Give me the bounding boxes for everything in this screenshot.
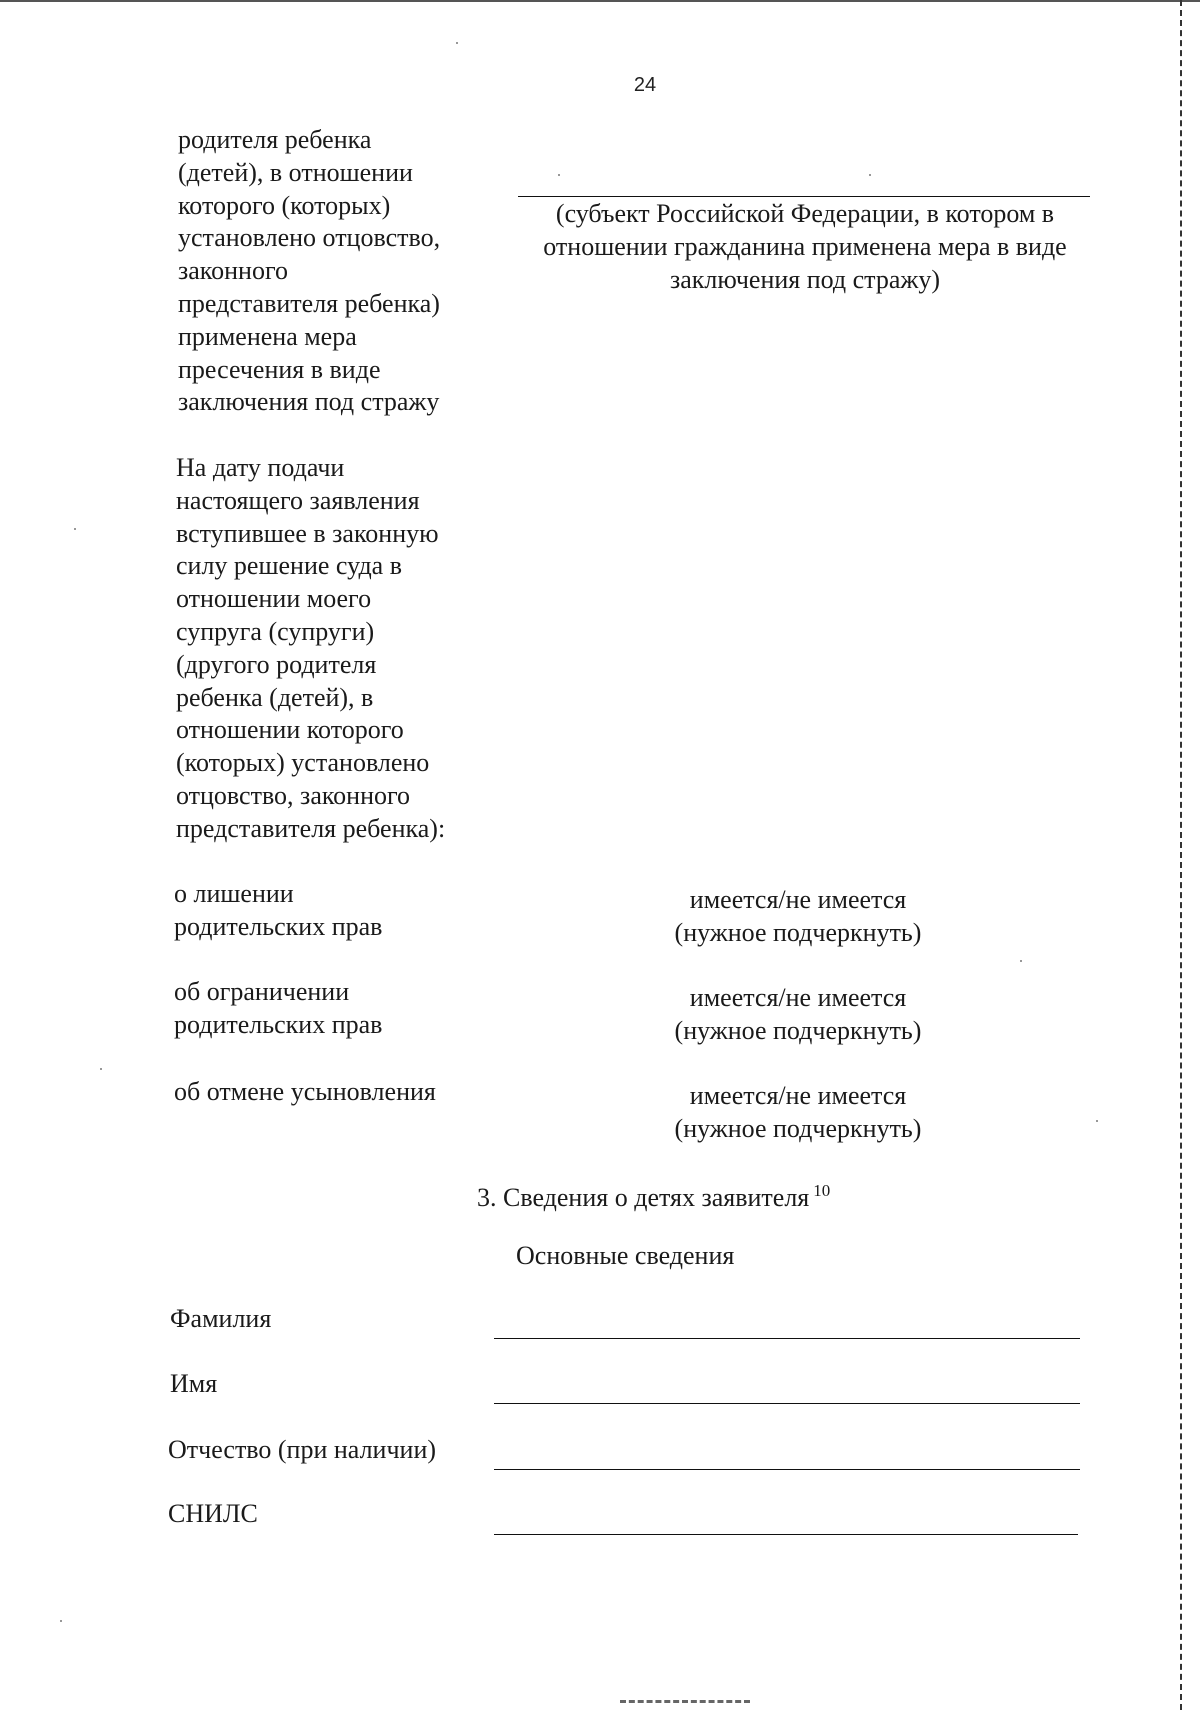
snils-field[interactable] (494, 1534, 1078, 1535)
scan-speck (1096, 1120, 1098, 1122)
deprivation-rights-label: о лишении родительских прав (174, 879, 383, 941)
limitation-rights-label: об ограничении родительских прав (174, 977, 383, 1039)
surname-label: Фамилия (170, 1304, 272, 1333)
scan-right-edge (1180, 0, 1182, 1710)
adoption-cancel-status[interactable]: имеется/не имеется (нужное подчеркнуть) (674, 1081, 922, 1143)
surname-field[interactable] (494, 1338, 1080, 1339)
page-number: 24 (633, 74, 657, 96)
subsection-title: Основные сведения (516, 1241, 735, 1270)
detention-subject-label: родителя ребенка (детей), в отношении которого (которых) установлено отцовство, законного представителя ребенка) применена мера пресечения в виде заключения под стражу (178, 125, 441, 417)
scan-speck (74, 528, 76, 530)
scan-speck (456, 42, 458, 44)
patronymic-label: Отчество (при наличии) (168, 1435, 437, 1464)
first-name-field[interactable] (494, 1403, 1080, 1404)
deprivation-rights-status[interactable]: имеется/не имеется (нужное подчеркнуть) (674, 885, 922, 947)
first-name-label: Имя (170, 1369, 218, 1398)
scan-speck (100, 1068, 102, 1070)
scan-bottom-edge (620, 1700, 750, 1703)
region-caption: (субъект Российской Федерации, в котором в отношении гражданина применена мера в виде заключения под стражу) (543, 199, 1067, 294)
adoption-cancel-label: об отмене усыновления (174, 1077, 436, 1106)
snils-label: СНИЛС (168, 1499, 258, 1528)
footnote-marker: 10 (813, 1181, 831, 1200)
court-decision-intro: На дату подачи настоящего заявления вступившее в законную силу решение суда в отношении моего супруга (супруги) (другого родителя ребенка (детей), в отношении которого (которых) установлено отцовство, законного представителя ребенка): (176, 453, 446, 843)
scan-speck (558, 174, 560, 176)
scan-speck (869, 174, 871, 176)
patronymic-field[interactable] (494, 1469, 1080, 1470)
scan-speck (1020, 960, 1022, 962)
limitation-rights-status[interactable]: имеется/не имеется (нужное подчеркнуть) (674, 983, 922, 1045)
section-title (477, 1175, 830, 1214)
scan-top-edge (0, 0, 1200, 2)
section-title-text: 3. Сведения о детях заявителя (477, 1183, 810, 1212)
scan-speck (60, 1620, 62, 1622)
region-blank-line[interactable] (518, 196, 1090, 197)
